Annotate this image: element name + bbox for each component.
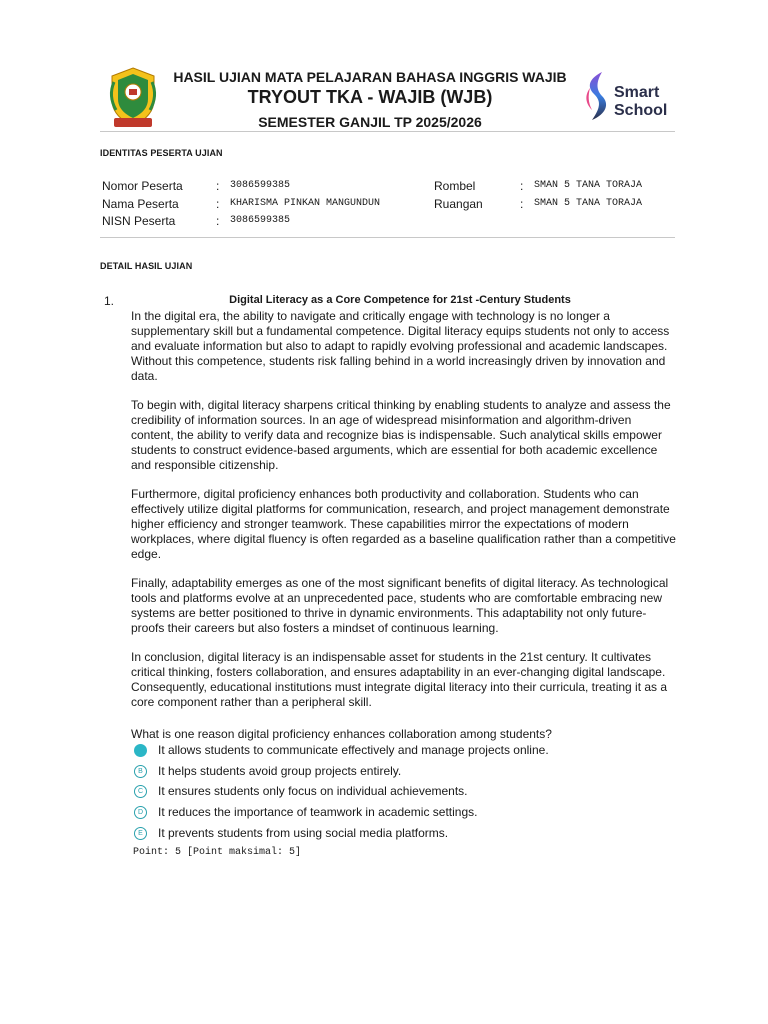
smart-school-logo [580,68,675,126]
option-label: It helps students avoid group projects entirely. [158,764,402,778]
option-radio[interactable]: B [134,765,147,778]
question-text: What is one reason digital proficiency enhances collaboration among students? [131,727,552,741]
smart-school-s-icon [580,70,612,124]
detail-section-label: DETAIL HASIL UJIAN [100,261,193,271]
brand-name: Smart School [614,84,668,119]
article-paragraph: To begin with, digital literacy sharpens critical thinking by enabling students to analyze and assess the credibility of information sources. In an age of widespread misinformation and algorithm-driven content, the ability to verify data and recognize bias is indispensable. Such analytical skills empower students to construct evidence-based arguments, which are essential for both academic excellence and responsible citizenship. [131,398,671,472]
semester-label: SEMESTER GANJIL TP 2025/2026 [258,114,482,130]
question-number: 1. [104,294,115,308]
report-title: HASIL UJIAN MATA PELAJARAN BAHASA INGGRIS WAJIB [173,69,567,85]
article-paragraph: In conclusion, digital literacy is an indispensable asset for students in the 21st century. It cultivates critical thinking, fosters collaboration, and ensures adaptability in an ever-changing digital landscape. Consequently, educational institutions must integrate digital literacy into their curricula, treating it as a core component rather than a peripheral skill. [131,650,668,709]
option-radio-selected[interactable]: A [134,744,147,757]
article-paragraph: Furthermore, digital proficiency enhances both productivity and collaboration. Students who can effectively utilize digital platforms for communication, research, and project management demonstrate higher efficiency and stronger teamwork. These capabilities mirror the expectations of modern workplaces, where digital fluency is often regarded as a baseline qualification rather than a competitive edge. [131,487,676,561]
option-radio[interactable]: D [134,806,147,819]
article-body [131,309,676,724]
identity-divider [100,237,675,238]
identity-section-label: IDENTITAS PESERTA UJIAN [100,148,223,158]
option-radio[interactable]: C [134,785,147,798]
article-paragraph: In the digital era, the ability to navigate and critically engage with technology is no longer a supplementary skill but a fundamental competence. Digital literacy equips students not only to access and evaluate information but also to adapt to rapidly evolving professional and academic landscapes. Without this competence, students risk falling behind in a world increasingly driven by innovation and data. [131,309,670,383]
header-divider [100,131,675,132]
report-header [100,62,675,132]
option-label: It allows students to communicate effectively and manage projects online. [158,743,549,757]
province-emblem-icon [106,66,160,130]
option-label: It ensures students only focus on individual achievements. [158,784,468,798]
option-label: It reduces the importance of teamwork in academic settings. [158,805,478,819]
points-summary: Point: 5 [Point maksimal: 5] [133,847,302,858]
article-title: Digital Literacy as a Core Competence for 21st -Century Students [229,294,571,306]
exam-name: TRYOUT TKA - WAJIB (WJB) [247,87,493,107]
option-radio[interactable]: E [134,827,147,840]
option-label: It prevents students from using social media platforms. [158,826,449,840]
article-paragraph: Finally, adaptability emerges as one of the most significant benefits of digital literacy. As technological tools and platforms evolve at an unprecedented pace, students who are comfortable embracing new systems are better positioned to thrive in dynamic environments. This adaptability not only future-proofs their careers but also fosters a mindset of continuous learning. [131,576,669,635]
